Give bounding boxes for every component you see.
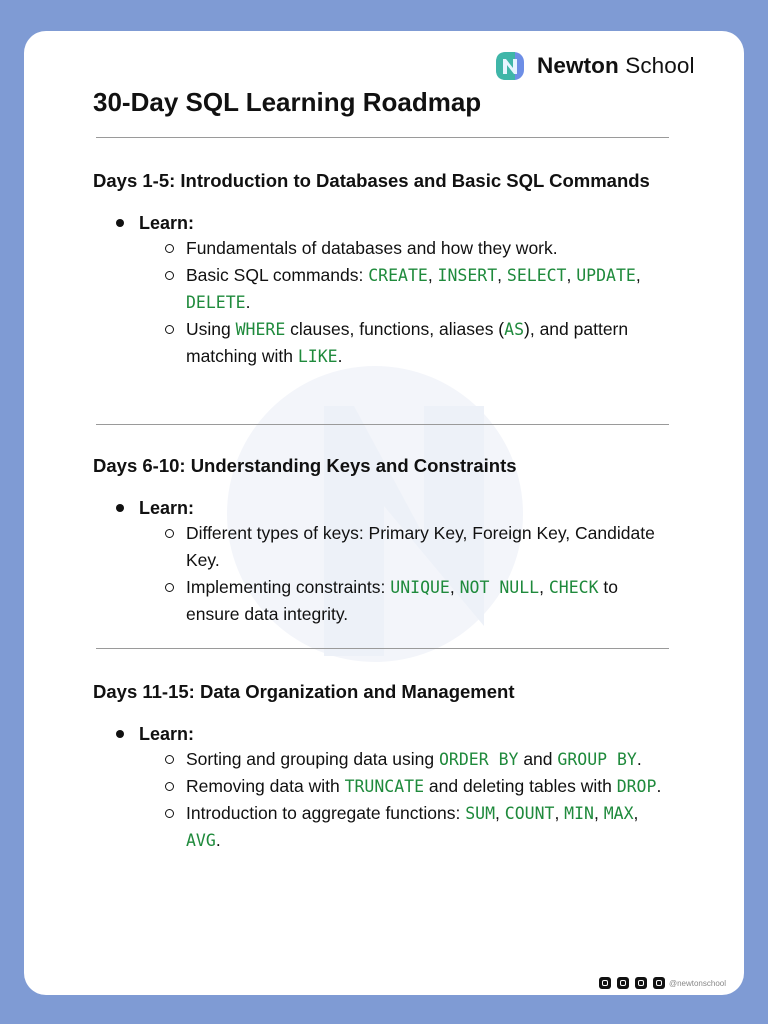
text-segment: , [554,803,565,823]
page-title: 30-Day SQL Learning Roadmap [93,87,482,117]
brand-logo [495,49,695,83]
code-keyword: CHECK [548,578,599,597]
text-segment: , [427,265,438,285]
code-keyword: UNIQUE [390,578,450,597]
section-heading: Days 11-15: Data Organization and Management [93,681,515,702]
circle-bullet-icon [165,325,174,334]
section-days-1-5 [93,168,693,370]
circle-bullet-icon [165,271,174,280]
code-keyword: ORDER BY [438,750,519,769]
topic-list [93,520,693,628]
social-handle: @newtonschool [668,978,726,988]
text-segment: Basic SQL commands: [186,265,369,285]
text-segment: , [566,265,577,285]
text-segment: ), and pattern matching with [186,319,629,366]
text-segment: . [337,346,343,366]
topic-item [93,773,666,800]
learn-label: Learn: [139,724,195,744]
instagram-icon[interactable] [617,977,629,989]
youtube-icon[interactable] [635,977,647,989]
topic-item [93,316,666,370]
code-keyword: CREATE [368,266,428,285]
learn-item [93,211,693,235]
text-segment: clauses, functions, aliases ( [285,319,505,339]
circle-bullet-icon [165,755,174,764]
learn-label: Learn: [139,213,195,233]
code-keyword: MAX [603,804,634,823]
code-keyword: SELECT [506,266,567,285]
text-segment: and deleting tables with [424,776,617,796]
section-days-6-10 [93,453,693,628]
circle-bullet-icon [165,583,174,592]
text-segment: . [656,776,662,796]
code-keyword: WHERE [235,320,286,339]
learn-item [93,496,693,520]
learn-label: Learn: [139,498,195,518]
text-segment: , [593,803,604,823]
linkedin-icon[interactable] [653,977,665,989]
newton-logo-icon [495,51,525,81]
code-keyword: MIN [564,804,594,823]
text-segment: , [497,265,507,285]
code-keyword: INSERT [437,266,498,285]
code-keyword: AVG [186,831,216,850]
code-keyword: NOT NULL [459,578,540,597]
topic-item [93,262,666,316]
code-keyword: UPDATE [576,266,636,285]
topic-item [93,746,666,773]
code-keyword: GROUP BY [557,750,637,769]
text-segment: , [449,577,460,597]
code-keyword: LIKE [297,347,338,366]
bullet-icon [116,219,124,227]
text-segment: Sorting and grouping data using [186,749,439,769]
circle-bullet-icon [165,529,174,538]
section-heading: Days 1-5: Introduction to Databases and Basic SQL Commands [93,170,650,191]
code-keyword: TRUNCATE [344,777,425,796]
text-segment: Fundamentals of databases and how they work. [186,238,558,258]
circle-bullet-icon [165,244,174,253]
text-segment: Introduction to aggregate functions: [186,803,466,823]
code-keyword: AS [504,320,525,339]
bullet-icon [116,730,124,738]
facebook-icon[interactable] [599,977,611,989]
section-days-11-15 [93,679,693,854]
text-segment: , [495,803,505,823]
text-segment: . [245,292,251,312]
text-segment: Implementing constraints: [186,577,391,597]
code-keyword: DROP [616,777,657,796]
text-segment: , [635,265,641,285]
divider [96,648,669,649]
text-segment: Different types of keys: Primary Key, Foreign Key, Candidate Key. [186,523,655,570]
code-keyword: SUM [465,804,496,823]
learn-item [93,722,693,746]
circle-bullet-icon [165,809,174,818]
text-segment: Removing data with [186,776,345,796]
topic-list [93,746,693,854]
code-keyword: DELETE [186,293,246,312]
topic-list [93,235,693,370]
text-segment: , [539,577,549,597]
text-segment: . [215,830,221,850]
text-segment: Using [186,319,236,339]
divider [96,137,669,138]
circle-bullet-icon [165,782,174,791]
text-segment: . [636,749,642,769]
text-segment: to ensure data integrity. [186,577,618,624]
bullet-icon [116,504,124,512]
code-keyword: COUNT [504,804,555,823]
text-segment: , [633,803,639,823]
brand-name: Newton School [537,53,695,78]
divider [96,424,669,425]
topic-item [93,800,666,854]
topic-item [93,574,666,628]
text-segment: and [518,749,558,769]
section-heading: Days 6-10: Understanding Keys and Constraints [93,455,517,476]
footer-social [593,977,726,989]
topic-item [93,235,666,262]
page-card [24,31,744,995]
topic-item [93,520,666,574]
